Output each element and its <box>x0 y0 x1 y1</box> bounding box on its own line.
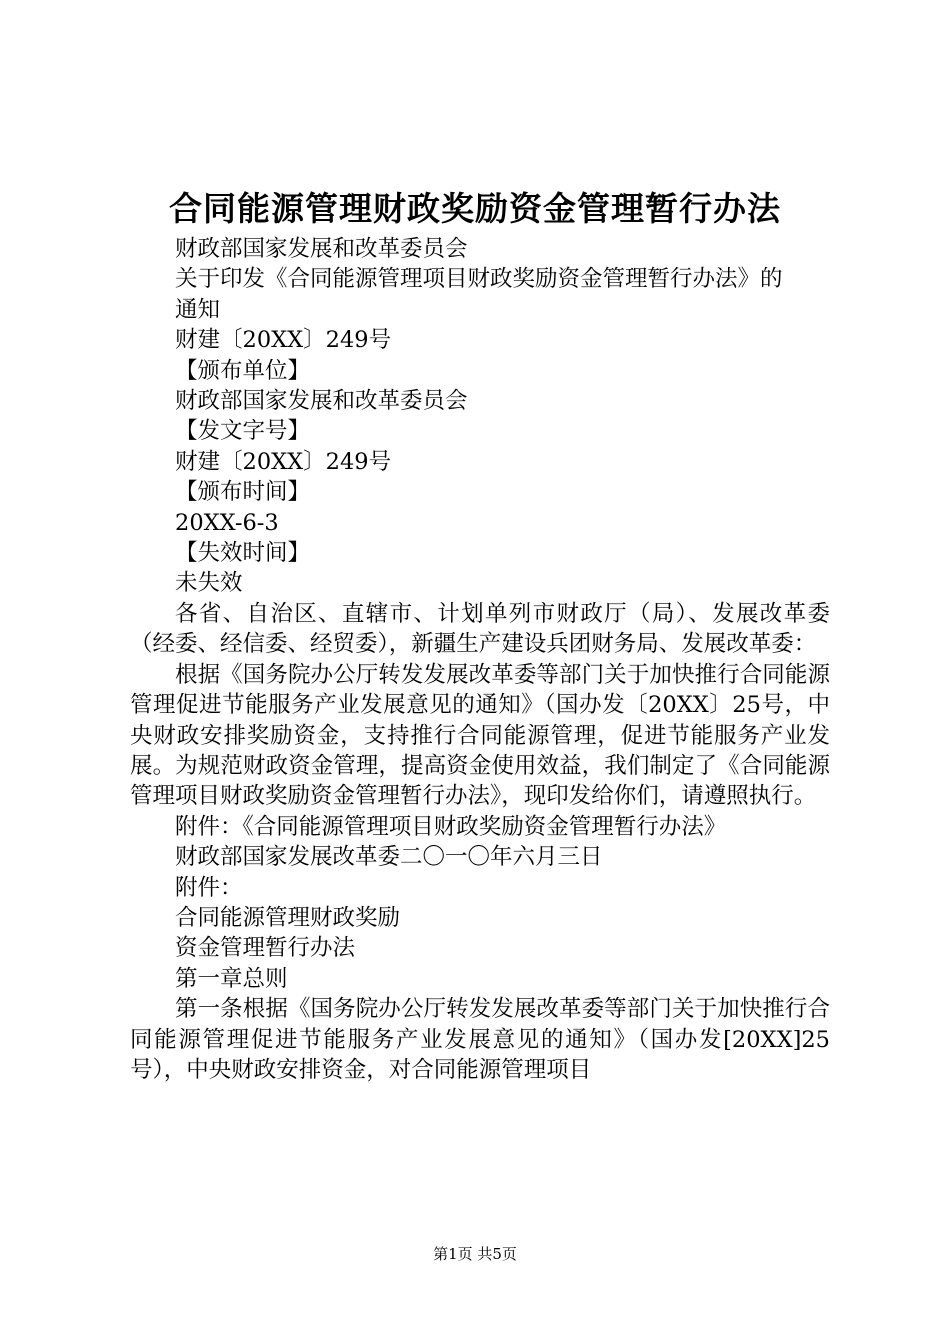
paragraph: 财政部国家发展改革委二〇一〇年六月三日 <box>175 844 603 871</box>
paragraph: 各省、自治区、直辖市、计划单列市财政厅（局）、发展改革委（经委、经信委、经贸委），新疆生产建设兵团财务局、发展改革委： <box>130 600 830 658</box>
paragraph: 关于印发《合同能源管理项目财政奖励资金管理暂行办法》的 <box>175 266 783 293</box>
paragraph: 财建〔20XX〕249号 <box>175 448 392 475</box>
paragraph: 20XX-6-3 <box>175 509 279 536</box>
paragraph: 合同能源管理财政奖励 <box>175 904 401 931</box>
paragraph: 附件：《合同能源管理项目财政奖励资金管理暂行办法》 <box>175 813 727 840</box>
document-body <box>130 234 830 1085</box>
paragraph: 【发文字号】 <box>175 418 311 445</box>
paragraph: 财建〔20XX〕249号 <box>175 327 392 354</box>
paragraph: 第一条根据《国务院办公厅转发发展改革委等部门关于加快推行合同能源管理促进节能服务产业发展意见的通知》（国办发[20XX]25号），中央财政安排资金，对合同能源管理项目 <box>130 996 830 1083</box>
paragraph: 未失效 <box>175 570 243 597</box>
document-title: 合同能源管理财政奖励资金管理暂行办法 <box>169 189 781 228</box>
paragraph: 附件： <box>175 874 243 901</box>
paragraph: 根据《国务院办公厅转发发展改革委等部门关于加快推行合同能源管理促进节能服务产业发展意见的通知》（国办发〔20XX〕25号，中央财政安排奖励资金，支持推行合同能源管理，促进节能服务产业发展。为规范财政资金管理，提高资金使用效益，我们制定了《合同能源管理项目财政奖励资金管理暂行办法》，现印发给你们，请遵照执行。 <box>130 661 830 810</box>
paragraph: 【颁布时间】 <box>175 479 311 506</box>
paragraph: 财政部国家发展和改革委员会 <box>175 236 468 262</box>
paragraph: 通知 <box>175 296 221 323</box>
page-footer: 第1页 共5页 <box>433 1245 517 1263</box>
paragraph: 【颁布单位】 <box>175 357 311 384</box>
paragraph: 第一章总则 <box>175 965 288 992</box>
paragraph: 【失效时间】 <box>175 540 311 567</box>
paragraph: 财政部国家发展和改革委员会 <box>175 388 468 415</box>
paragraph: 资金管理暂行办法 <box>175 935 356 962</box>
